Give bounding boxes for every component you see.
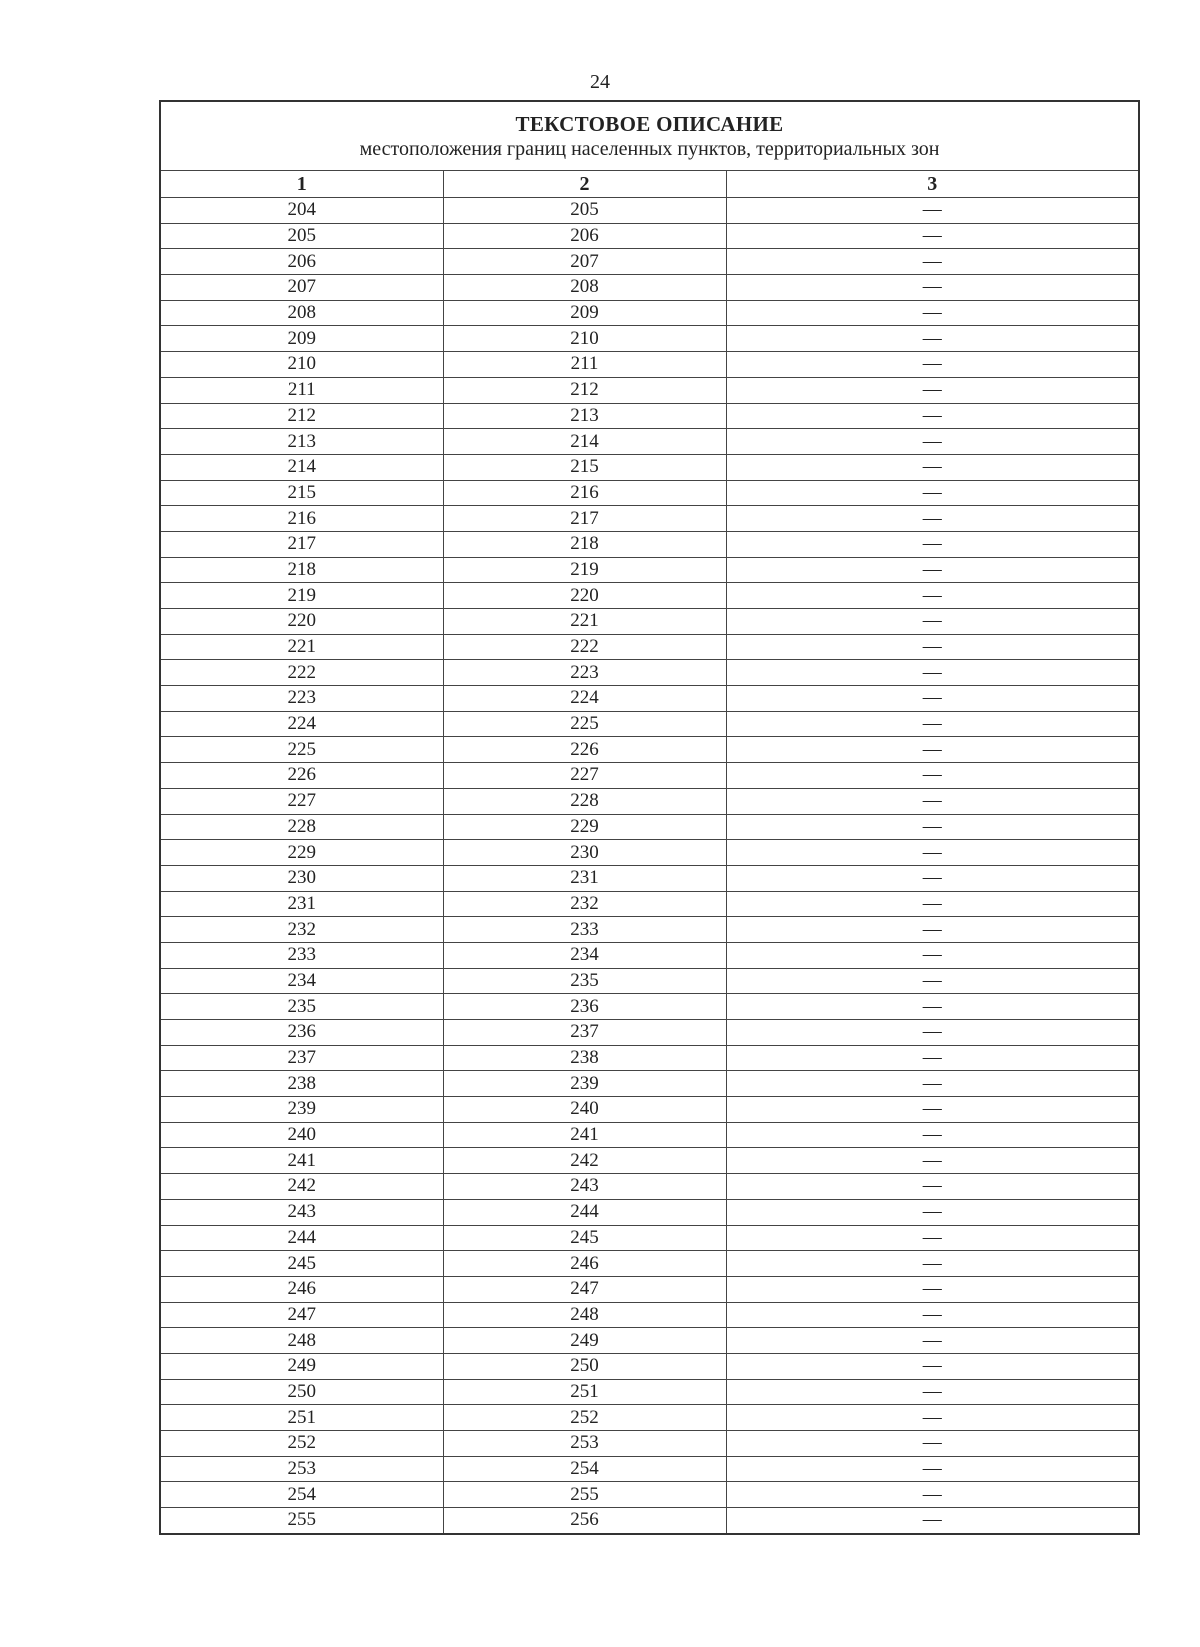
table-row bbox=[160, 249, 1139, 275]
point-from-cell: 227 bbox=[160, 788, 443, 814]
point-to-cell: 239 bbox=[443, 1071, 726, 1097]
table-row bbox=[160, 711, 1139, 737]
table-row bbox=[160, 1302, 1139, 1328]
table-row bbox=[160, 403, 1139, 429]
point-from-cell: 223 bbox=[160, 686, 443, 712]
table-title-row bbox=[160, 101, 1139, 171]
point-from-cell: 213 bbox=[160, 429, 443, 455]
point-to-cell: 244 bbox=[443, 1199, 726, 1225]
point-from-cell: 212 bbox=[160, 403, 443, 429]
table-row bbox=[160, 1456, 1139, 1482]
table-row bbox=[160, 763, 1139, 789]
note-cell: — bbox=[726, 942, 1139, 968]
note-cell: — bbox=[726, 1482, 1139, 1508]
note-cell: — bbox=[726, 814, 1139, 840]
point-from-cell: 240 bbox=[160, 1122, 443, 1148]
note-cell: — bbox=[726, 326, 1139, 352]
point-to-cell: 215 bbox=[443, 454, 726, 480]
point-to-cell: 236 bbox=[443, 994, 726, 1020]
table-row bbox=[160, 326, 1139, 352]
note-cell: — bbox=[726, 711, 1139, 737]
point-to-cell: 237 bbox=[443, 1020, 726, 1046]
point-to-cell: 211 bbox=[443, 352, 726, 378]
table-row bbox=[160, 840, 1139, 866]
table-row bbox=[160, 891, 1139, 917]
point-to-cell: 247 bbox=[443, 1276, 726, 1302]
point-to-cell: 233 bbox=[443, 917, 726, 943]
point-to-cell: 226 bbox=[443, 737, 726, 763]
point-from-cell: 233 bbox=[160, 942, 443, 968]
point-from-cell: 222 bbox=[160, 660, 443, 686]
point-to-cell: 254 bbox=[443, 1456, 726, 1482]
point-from-cell: 235 bbox=[160, 994, 443, 1020]
table-row bbox=[160, 660, 1139, 686]
point-from-cell: 205 bbox=[160, 223, 443, 249]
point-from-cell: 228 bbox=[160, 814, 443, 840]
point-from-cell: 218 bbox=[160, 557, 443, 583]
table-row bbox=[160, 352, 1139, 378]
point-to-cell: 224 bbox=[443, 686, 726, 712]
note-cell: — bbox=[726, 994, 1139, 1020]
point-from-cell: 249 bbox=[160, 1353, 443, 1379]
point-from-cell: 248 bbox=[160, 1328, 443, 1354]
point-from-cell: 217 bbox=[160, 531, 443, 557]
table-row bbox=[160, 942, 1139, 968]
note-cell: — bbox=[726, 763, 1139, 789]
point-to-cell: 214 bbox=[443, 429, 726, 455]
point-from-cell: 219 bbox=[160, 583, 443, 609]
point-to-cell: 207 bbox=[443, 249, 726, 275]
note-cell: — bbox=[726, 198, 1139, 224]
table-row bbox=[160, 917, 1139, 943]
note-cell: — bbox=[726, 429, 1139, 455]
note-cell: — bbox=[726, 1148, 1139, 1174]
table-row bbox=[160, 506, 1139, 532]
point-to-cell: 208 bbox=[443, 275, 726, 301]
point-from-cell: 242 bbox=[160, 1174, 443, 1200]
note-cell: — bbox=[726, 1174, 1139, 1200]
point-to-cell: 238 bbox=[443, 1045, 726, 1071]
table-row bbox=[160, 1199, 1139, 1225]
table-row bbox=[160, 377, 1139, 403]
table-subtitle: местоположения границ населенных пунктов, территориальных зон bbox=[359, 138, 940, 160]
point-from-cell: 255 bbox=[160, 1508, 443, 1534]
table-row bbox=[160, 1071, 1139, 1097]
table-row bbox=[160, 1174, 1139, 1200]
table-row bbox=[160, 557, 1139, 583]
point-to-cell: 228 bbox=[443, 788, 726, 814]
point-to-cell: 205 bbox=[443, 198, 726, 224]
point-from-cell: 250 bbox=[160, 1379, 443, 1405]
table-row bbox=[160, 1122, 1139, 1148]
point-to-cell: 222 bbox=[443, 634, 726, 660]
note-cell: — bbox=[726, 454, 1139, 480]
point-to-cell: 213 bbox=[443, 403, 726, 429]
note-cell: — bbox=[726, 1199, 1139, 1225]
note-cell: — bbox=[726, 352, 1139, 378]
table-row bbox=[160, 223, 1139, 249]
note-cell: — bbox=[726, 557, 1139, 583]
point-to-cell: 223 bbox=[443, 660, 726, 686]
point-to-cell: 245 bbox=[443, 1225, 726, 1251]
point-from-cell: 243 bbox=[160, 1199, 443, 1225]
note-cell: — bbox=[726, 583, 1139, 609]
point-to-cell: 243 bbox=[443, 1174, 726, 1200]
point-from-cell: 226 bbox=[160, 763, 443, 789]
point-to-cell: 249 bbox=[443, 1328, 726, 1354]
table-row bbox=[160, 1097, 1139, 1123]
note-cell: — bbox=[726, 275, 1139, 301]
table-row bbox=[160, 1045, 1139, 1071]
point-to-cell: 218 bbox=[443, 531, 726, 557]
note-cell: — bbox=[726, 788, 1139, 814]
note-cell: — bbox=[726, 1097, 1139, 1123]
table-row bbox=[160, 454, 1139, 480]
point-from-cell: 236 bbox=[160, 1020, 443, 1046]
point-to-cell: 229 bbox=[443, 814, 726, 840]
point-from-cell: 231 bbox=[160, 891, 443, 917]
column-header-1: 1 bbox=[160, 171, 443, 198]
point-from-cell: 239 bbox=[160, 1097, 443, 1123]
table-row bbox=[160, 1508, 1139, 1534]
point-from-cell: 211 bbox=[160, 377, 443, 403]
note-cell: — bbox=[726, 891, 1139, 917]
point-to-cell: 231 bbox=[443, 865, 726, 891]
note-cell: — bbox=[726, 223, 1139, 249]
note-cell: — bbox=[726, 249, 1139, 275]
point-to-cell: 256 bbox=[443, 1508, 726, 1534]
point-from-cell: 253 bbox=[160, 1456, 443, 1482]
table-row bbox=[160, 531, 1139, 557]
note-cell: — bbox=[726, 917, 1139, 943]
note-cell: — bbox=[726, 660, 1139, 686]
table-row bbox=[160, 1020, 1139, 1046]
point-from-cell: 252 bbox=[160, 1431, 443, 1457]
point-to-cell: 210 bbox=[443, 326, 726, 352]
table-row bbox=[160, 865, 1139, 891]
point-to-cell: 248 bbox=[443, 1302, 726, 1328]
point-from-cell: 229 bbox=[160, 840, 443, 866]
column-header-row bbox=[160, 171, 1139, 198]
note-cell: — bbox=[726, 1508, 1139, 1534]
point-from-cell: 210 bbox=[160, 352, 443, 378]
page-number: 24 bbox=[590, 71, 610, 93]
point-to-cell: 206 bbox=[443, 223, 726, 249]
table-row bbox=[160, 1251, 1139, 1277]
table-row bbox=[160, 1379, 1139, 1405]
table-row bbox=[160, 1405, 1139, 1431]
point-to-cell: 225 bbox=[443, 711, 726, 737]
note-cell: — bbox=[726, 506, 1139, 532]
point-to-cell: 255 bbox=[443, 1482, 726, 1508]
point-to-cell: 227 bbox=[443, 763, 726, 789]
table-row bbox=[160, 609, 1139, 635]
note-cell: — bbox=[726, 300, 1139, 326]
table-row bbox=[160, 814, 1139, 840]
point-to-cell: 252 bbox=[443, 1405, 726, 1431]
table-row bbox=[160, 968, 1139, 994]
point-from-cell: 206 bbox=[160, 249, 443, 275]
note-cell: — bbox=[726, 609, 1139, 635]
point-to-cell: 242 bbox=[443, 1148, 726, 1174]
point-from-cell: 237 bbox=[160, 1045, 443, 1071]
table-row bbox=[160, 583, 1139, 609]
note-cell: — bbox=[726, 1071, 1139, 1097]
note-cell: — bbox=[726, 1405, 1139, 1431]
note-cell: — bbox=[726, 968, 1139, 994]
table-row bbox=[160, 1328, 1139, 1354]
note-cell: — bbox=[726, 634, 1139, 660]
point-to-cell: 212 bbox=[443, 377, 726, 403]
table-title: ТЕКСТОВОЕ ОПИСАНИЕ bbox=[515, 112, 784, 136]
note-cell: — bbox=[726, 1456, 1139, 1482]
point-from-cell: 241 bbox=[160, 1148, 443, 1174]
table-row bbox=[160, 994, 1139, 1020]
point-from-cell: 245 bbox=[160, 1251, 443, 1277]
note-cell: — bbox=[726, 1431, 1139, 1457]
point-to-cell: 253 bbox=[443, 1431, 726, 1457]
note-cell: — bbox=[726, 737, 1139, 763]
note-cell: — bbox=[726, 1122, 1139, 1148]
point-from-cell: 244 bbox=[160, 1225, 443, 1251]
point-to-cell: 241 bbox=[443, 1122, 726, 1148]
point-to-cell: 234 bbox=[443, 942, 726, 968]
point-from-cell: 225 bbox=[160, 737, 443, 763]
table-row bbox=[160, 788, 1139, 814]
note-cell: — bbox=[726, 1045, 1139, 1071]
point-from-cell: 251 bbox=[160, 1405, 443, 1431]
note-cell: — bbox=[726, 865, 1139, 891]
table-row bbox=[160, 300, 1139, 326]
point-from-cell: 246 bbox=[160, 1276, 443, 1302]
note-cell: — bbox=[726, 840, 1139, 866]
point-from-cell: 208 bbox=[160, 300, 443, 326]
table-row bbox=[160, 1276, 1139, 1302]
point-to-cell: 250 bbox=[443, 1353, 726, 1379]
note-cell: — bbox=[726, 403, 1139, 429]
table-row bbox=[160, 737, 1139, 763]
table-row bbox=[160, 429, 1139, 455]
note-cell: — bbox=[726, 1225, 1139, 1251]
table-row bbox=[160, 198, 1139, 224]
point-to-cell: 217 bbox=[443, 506, 726, 532]
point-from-cell: 230 bbox=[160, 865, 443, 891]
boundary-description-table bbox=[159, 100, 1140, 1535]
point-from-cell: 204 bbox=[160, 198, 443, 224]
point-to-cell: 220 bbox=[443, 583, 726, 609]
table-row bbox=[160, 1225, 1139, 1251]
point-to-cell: 230 bbox=[443, 840, 726, 866]
table-row bbox=[160, 1353, 1139, 1379]
table-row bbox=[160, 275, 1139, 301]
point-to-cell: 219 bbox=[443, 557, 726, 583]
table-row bbox=[160, 480, 1139, 506]
point-to-cell: 221 bbox=[443, 609, 726, 635]
note-cell: — bbox=[726, 1020, 1139, 1046]
note-cell: — bbox=[726, 1328, 1139, 1354]
point-from-cell: 232 bbox=[160, 917, 443, 943]
point-from-cell: 234 bbox=[160, 968, 443, 994]
column-header-2: 2 bbox=[443, 171, 726, 198]
point-from-cell: 215 bbox=[160, 480, 443, 506]
table-row bbox=[160, 634, 1139, 660]
point-from-cell: 216 bbox=[160, 506, 443, 532]
note-cell: — bbox=[726, 1251, 1139, 1277]
point-from-cell: 221 bbox=[160, 634, 443, 660]
table-title-cell bbox=[160, 101, 1139, 171]
point-from-cell: 238 bbox=[160, 1071, 443, 1097]
note-cell: — bbox=[726, 1302, 1139, 1328]
point-from-cell: 224 bbox=[160, 711, 443, 737]
note-cell: — bbox=[726, 480, 1139, 506]
point-to-cell: 235 bbox=[443, 968, 726, 994]
point-from-cell: 207 bbox=[160, 275, 443, 301]
point-from-cell: 247 bbox=[160, 1302, 443, 1328]
note-cell: — bbox=[726, 686, 1139, 712]
note-cell: — bbox=[726, 531, 1139, 557]
point-to-cell: 240 bbox=[443, 1097, 726, 1123]
point-from-cell: 214 bbox=[160, 454, 443, 480]
point-from-cell: 254 bbox=[160, 1482, 443, 1508]
table-row bbox=[160, 1148, 1139, 1174]
column-header-3: 3 bbox=[726, 171, 1139, 198]
note-cell: — bbox=[726, 377, 1139, 403]
point-to-cell: 246 bbox=[443, 1251, 726, 1277]
point-to-cell: 216 bbox=[443, 480, 726, 506]
table-body bbox=[160, 198, 1139, 1534]
point-from-cell: 209 bbox=[160, 326, 443, 352]
point-to-cell: 251 bbox=[443, 1379, 726, 1405]
point-to-cell: 209 bbox=[443, 300, 726, 326]
point-from-cell: 220 bbox=[160, 609, 443, 635]
table-row bbox=[160, 1482, 1139, 1508]
note-cell: — bbox=[726, 1353, 1139, 1379]
point-to-cell: 232 bbox=[443, 891, 726, 917]
table-row bbox=[160, 1431, 1139, 1457]
note-cell: — bbox=[726, 1379, 1139, 1405]
table-row bbox=[160, 686, 1139, 712]
note-cell: — bbox=[726, 1276, 1139, 1302]
